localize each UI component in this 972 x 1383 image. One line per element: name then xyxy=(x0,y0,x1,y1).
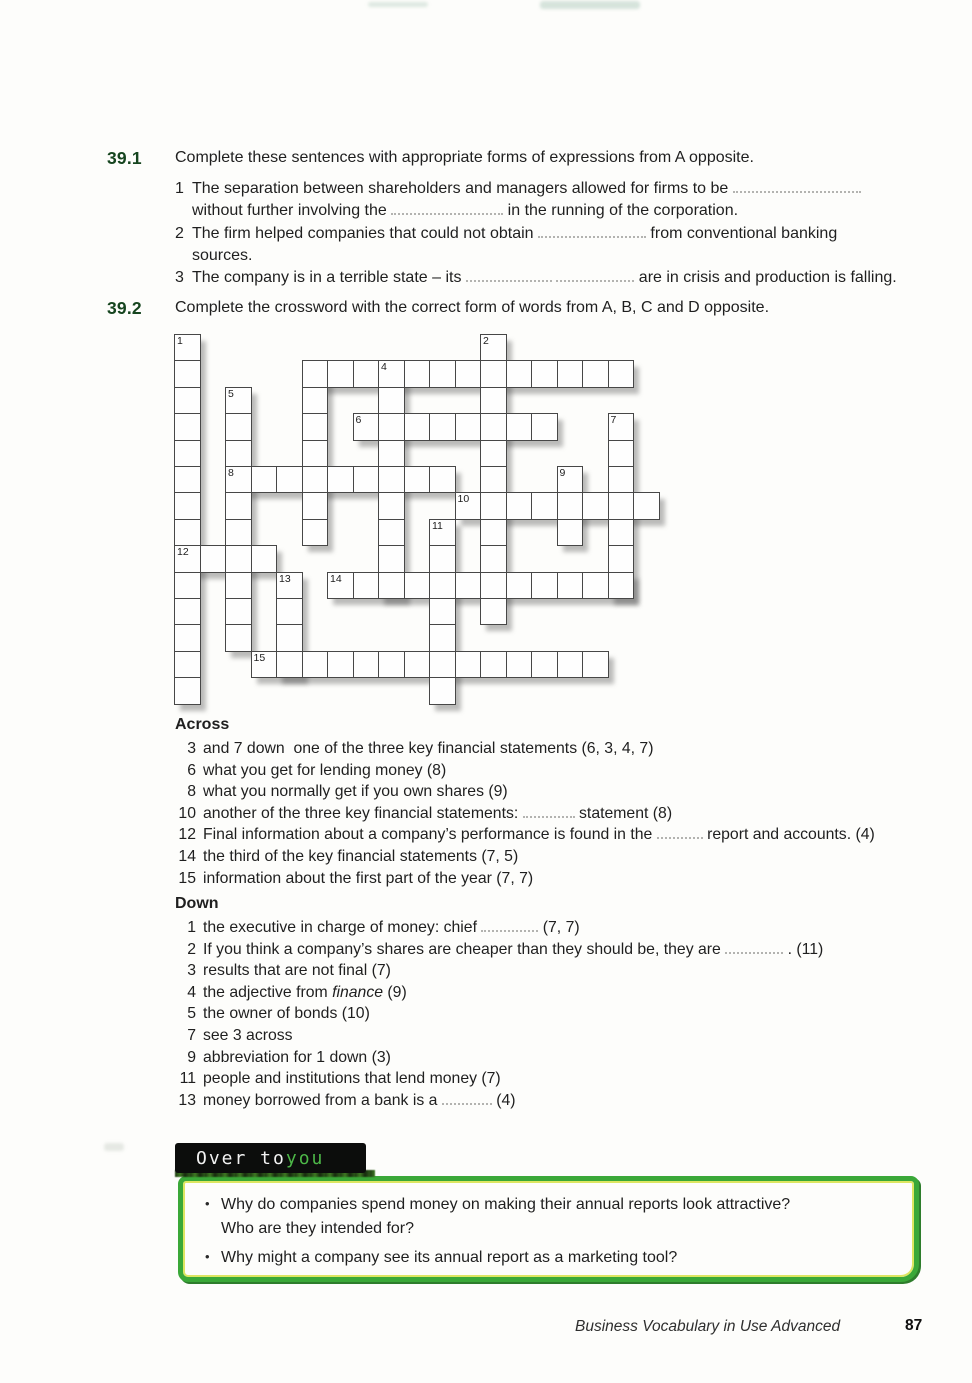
crossword-cell[interactable] xyxy=(174,387,201,414)
item-number: 3 xyxy=(187,962,196,980)
text-segment: Final information about a company’s performance is found in the xyxy=(203,826,657,844)
crossword-cell[interactable] xyxy=(276,572,303,599)
item-text xyxy=(192,267,897,289)
crossword-cell[interactable] xyxy=(174,440,201,467)
text-segment: what you get for lending money (8) xyxy=(203,761,447,779)
text-segment: without further involving the xyxy=(192,202,392,220)
crossword-grid xyxy=(174,334,674,714)
crossword-cell[interactable] xyxy=(455,492,482,519)
crossword-cell[interactable] xyxy=(353,651,380,678)
down-heading: Down xyxy=(175,895,219,912)
fill-in-blank[interactable] xyxy=(466,268,552,282)
crossword-cell[interactable] xyxy=(429,572,456,599)
item-text xyxy=(203,760,446,782)
crossword-clue-number: 9 xyxy=(559,467,566,479)
crossword-clue-number: 2 xyxy=(483,335,489,347)
text-segment: money borrowed from a bank is a xyxy=(203,1091,442,1109)
crossword-cell[interactable] xyxy=(506,492,533,519)
item-number: 1 xyxy=(175,180,184,197)
item-text xyxy=(203,960,391,982)
text-segment: another of the three key financial statements: xyxy=(203,804,523,822)
crossword-cell[interactable] xyxy=(378,572,405,599)
crossword-cell[interactable] xyxy=(302,360,329,387)
fill-in-blank[interactable] xyxy=(556,268,634,282)
across-clue-list xyxy=(175,738,875,889)
clue-row xyxy=(175,868,875,890)
crossword-cell[interactable] xyxy=(404,360,431,387)
crossword-cell[interactable] xyxy=(353,466,380,493)
clue-row xyxy=(175,960,823,982)
crossword-cell[interactable] xyxy=(557,466,584,493)
crossword-cell[interactable] xyxy=(276,466,303,493)
crossword-cell[interactable] xyxy=(608,466,635,493)
item-number: 15 xyxy=(178,869,196,887)
text-segment: statement (8) xyxy=(574,804,673,822)
crossword-cell[interactable] xyxy=(506,360,533,387)
item-number: 2 xyxy=(175,224,184,242)
discussion-bullet xyxy=(205,1246,914,1270)
crossword-cell[interactable] xyxy=(480,466,507,493)
item-number: 12 xyxy=(178,826,196,844)
item-text xyxy=(203,1003,370,1025)
crossword-clue-number: 15 xyxy=(253,651,266,664)
crossword-clue-number: 7 xyxy=(610,414,617,427)
fill-in-blank[interactable] xyxy=(538,224,646,238)
clue-row xyxy=(175,1025,823,1047)
crossword-cell[interactable] xyxy=(582,492,609,519)
crossword-clue-number: 12 xyxy=(177,546,189,559)
item-text xyxy=(203,982,407,1004)
crossword-cell[interactable] xyxy=(506,413,533,440)
footer-book-title: Business Vocabulary in Use Advanced xyxy=(575,1318,841,1335)
item-number: 9 xyxy=(187,1048,196,1066)
item-text xyxy=(203,1090,516,1112)
text-segment: If you think a company’s shares are cheaper than they should be, they are xyxy=(203,940,726,958)
sentence-item xyxy=(175,223,942,268)
clue-row xyxy=(175,803,875,825)
fill-in-blank[interactable] xyxy=(523,804,575,818)
clue-row xyxy=(175,781,875,803)
crossword-cell[interactable] xyxy=(455,413,482,440)
crossword-cell[interactable] xyxy=(378,360,405,387)
crossword-cell[interactable] xyxy=(480,492,507,519)
bullet-text: Why might a company see its annual report as a marketing tool? xyxy=(221,1249,678,1266)
item-text xyxy=(203,868,533,890)
crossword-cell[interactable] xyxy=(327,651,354,678)
crossword-cell[interactable] xyxy=(633,492,660,519)
item-number: 14 xyxy=(178,847,196,865)
item-number: 3 xyxy=(187,740,196,757)
crossword-clue-number: 14 xyxy=(330,572,342,585)
crossword-cell[interactable] xyxy=(608,360,635,387)
crossword-cell[interactable] xyxy=(302,440,329,467)
text-segment: and 7 down one of the three key financial statements (6, 3, 4, 7) xyxy=(203,740,654,757)
crossword-cell[interactable] xyxy=(225,545,252,572)
crossword-cell[interactable] xyxy=(429,413,456,440)
over-to-you-title-box xyxy=(175,1143,366,1173)
crossword-cell[interactable] xyxy=(429,651,456,678)
clue-row xyxy=(175,846,875,868)
crossword-cell[interactable] xyxy=(429,598,456,625)
crossword-cell[interactable] xyxy=(480,360,507,387)
exercise-39-1-number: 39.1 xyxy=(107,148,142,168)
fill-in-blank[interactable] xyxy=(481,918,538,932)
crossword-cell[interactable] xyxy=(608,572,635,599)
crossword-cell[interactable] xyxy=(353,413,380,440)
item-text xyxy=(203,781,508,803)
crossword-cell[interactable] xyxy=(557,572,584,599)
crossword-cell[interactable] xyxy=(174,677,201,704)
item-number: 11 xyxy=(179,1070,196,1088)
across-clues-section xyxy=(175,716,875,889)
text-segment: finance xyxy=(332,983,384,1001)
crossword-cell[interactable] xyxy=(174,360,201,387)
crossword-cell[interactable] xyxy=(225,519,252,546)
crossword-cell[interactable] xyxy=(378,492,405,519)
crossword-cell[interactable] xyxy=(582,572,609,599)
crossword-clue-number: 1 xyxy=(177,335,183,347)
crossword-cell[interactable] xyxy=(531,572,558,599)
clue-row xyxy=(175,738,875,760)
crossword-cell[interactable] xyxy=(455,572,482,599)
crossword-cell[interactable] xyxy=(302,519,329,546)
crossword-cell[interactable] xyxy=(429,624,456,651)
crossword-cell[interactable] xyxy=(404,466,431,493)
down-clue-list xyxy=(175,917,823,1111)
item-text xyxy=(203,738,653,760)
crossword-cell[interactable] xyxy=(608,413,635,440)
text-segment: report and accounts. (4) xyxy=(702,826,875,844)
item-text xyxy=(203,1068,501,1090)
clue-row xyxy=(175,939,823,961)
item-text xyxy=(203,824,875,846)
crossword-cell[interactable] xyxy=(429,519,456,546)
crossword-cell[interactable] xyxy=(455,651,482,678)
crossword-clue-number: 11 xyxy=(432,519,443,532)
scan-artifact xyxy=(540,1,640,9)
text-segment: the owner of bonds (10) xyxy=(203,1005,370,1023)
item-text xyxy=(203,917,580,939)
crossword-cell[interactable] xyxy=(225,413,252,440)
crossword-cell[interactable] xyxy=(480,440,507,467)
crossword-cell[interactable] xyxy=(327,466,354,493)
crossword-cell[interactable] xyxy=(174,598,201,625)
footer-page-number: 87 xyxy=(905,1317,923,1334)
fill-in-blank[interactable] xyxy=(733,179,861,193)
crossword-cell[interactable] xyxy=(429,677,456,704)
item-number: 3 xyxy=(175,269,184,287)
crossword-cell[interactable] xyxy=(302,492,329,519)
crossword-cell[interactable] xyxy=(557,519,584,546)
crossword-cell[interactable] xyxy=(557,651,584,678)
text-segment: what you normally get if you own shares (9) xyxy=(203,783,508,801)
crossword-cell[interactable] xyxy=(531,360,558,387)
crossword-cell[interactable] xyxy=(174,492,201,519)
fill-in-blank[interactable] xyxy=(657,825,703,839)
text-segment: information about the first part of the year (7, 7) xyxy=(203,869,534,887)
text-segment: from conventional banking xyxy=(645,224,838,242)
crossword-cell[interactable] xyxy=(429,360,456,387)
clue-row xyxy=(175,917,823,939)
crossword-cell[interactable] xyxy=(480,572,507,599)
crossword-cell[interactable] xyxy=(455,360,482,387)
crossword-cell[interactable] xyxy=(378,545,405,572)
crossword-cell[interactable] xyxy=(174,572,201,599)
crossword-cell[interactable] xyxy=(174,651,201,678)
text-segment: The company is in a terrible state – its xyxy=(192,269,466,287)
item-text xyxy=(203,1025,293,1047)
across-heading: Across xyxy=(175,716,230,733)
crossword-cell[interactable] xyxy=(174,334,201,361)
text-segment: The separation between shareholders and managers allowed for firms to be xyxy=(192,180,733,197)
item-text xyxy=(203,939,823,961)
exercise-39-1-instruction: Complete these sentences with appropriate forms of expressions from A opposite. xyxy=(175,149,754,166)
clue-row xyxy=(175,1090,823,1112)
crossword-cell[interactable] xyxy=(378,440,405,467)
crossword-cell[interactable] xyxy=(378,466,405,493)
crossword-cell[interactable] xyxy=(327,360,354,387)
text-segment: in the running of the corporation. xyxy=(503,202,739,220)
clue-row xyxy=(175,982,823,1004)
item-number: 2 xyxy=(187,940,196,958)
over-to-you-title-accent: you xyxy=(285,1147,325,1169)
crossword-cell[interactable] xyxy=(174,545,201,572)
scan-artifact xyxy=(368,2,428,7)
text-segment: the executive in charge of money: chief xyxy=(203,919,482,936)
crossword-cell[interactable] xyxy=(302,387,329,414)
crossword-cell[interactable] xyxy=(531,492,558,519)
crossword-cell[interactable] xyxy=(506,572,533,599)
crossword-cell[interactable] xyxy=(251,466,278,493)
item-text xyxy=(203,803,672,825)
bullet-text: Why do companies spend money on making their annual reports look attractive? Who are they intended for? xyxy=(221,1196,791,1237)
over-to-you-title: Over to xyxy=(196,1147,286,1169)
crossword-cell[interactable] xyxy=(582,651,609,678)
bullet-icon: • xyxy=(205,1196,210,1211)
text-segment: abbreviation for 1 down (3) xyxy=(203,1048,391,1066)
item-number: 8 xyxy=(187,783,196,801)
crossword-cell[interactable] xyxy=(174,519,201,546)
scan-artifact xyxy=(104,1143,124,1151)
text-segment: results that are not final (7) xyxy=(203,962,391,980)
item-text xyxy=(192,223,837,268)
clue-row xyxy=(175,1003,823,1025)
crossword-clue-number: 4 xyxy=(381,361,387,374)
exercise-39-2 xyxy=(107,298,942,319)
text-segment: sources. xyxy=(192,246,253,264)
crossword-cell[interactable] xyxy=(480,545,507,572)
crossword-cell[interactable] xyxy=(225,598,252,625)
crossword-clue-number: 5 xyxy=(228,387,234,400)
crossword-cell[interactable] xyxy=(480,334,507,361)
crossword-cell[interactable] xyxy=(531,651,558,678)
crossword-cell[interactable] xyxy=(506,651,533,678)
item-text xyxy=(192,178,861,223)
bullet-icon: • xyxy=(205,1249,210,1264)
crossword-cell[interactable] xyxy=(276,598,303,625)
crossword-cell[interactable] xyxy=(557,492,584,519)
item-number: 10 xyxy=(178,804,196,822)
crossword-cell[interactable] xyxy=(353,572,380,599)
crossword-cell[interactable] xyxy=(480,598,507,625)
crossword-clue-number: 8 xyxy=(228,467,234,479)
item-number: 4 xyxy=(187,983,196,1001)
crossword-cell[interactable] xyxy=(608,545,635,572)
text-segment: the third of the key financial statements (7, 5) xyxy=(203,847,519,865)
exercise-39-2-instruction: Complete the crossword with the correct form of words from A, B, C and D opposite. xyxy=(175,299,770,316)
crossword-cell[interactable] xyxy=(404,413,431,440)
crossword-cell[interactable] xyxy=(225,440,252,467)
crossword-cell[interactable] xyxy=(378,651,405,678)
item-text xyxy=(203,1047,391,1069)
clue-row xyxy=(175,1047,823,1069)
text-segment: (7, 7) xyxy=(538,919,580,936)
text-segment: the adjective from xyxy=(203,983,333,1001)
crossword-cell[interactable] xyxy=(174,624,201,651)
item-number: 13 xyxy=(178,1091,196,1109)
crossword-cell[interactable] xyxy=(480,519,507,546)
crossword-cell[interactable] xyxy=(608,519,635,546)
crossword-cell[interactable] xyxy=(276,624,303,651)
discussion-bullet xyxy=(205,1193,914,1241)
crossword-cell[interactable] xyxy=(225,624,252,651)
text-segment: see 3 across xyxy=(203,1026,293,1044)
exercise-39-2-number: 39.2 xyxy=(107,298,142,318)
text-segment: people and institutions that lend money (7) xyxy=(203,1070,501,1088)
text-segment: are in crisis and production is falling. xyxy=(634,269,897,287)
crossword-cell[interactable] xyxy=(429,466,456,493)
crossword-cell[interactable] xyxy=(327,572,354,599)
exercise-39-1-items xyxy=(175,178,942,289)
fill-in-blank[interactable] xyxy=(442,1091,492,1105)
crossword-cell[interactable] xyxy=(302,466,329,493)
sentence-item xyxy=(175,178,942,223)
over-to-you-panel xyxy=(178,1176,919,1282)
crossword-cell[interactable] xyxy=(302,413,329,440)
crossword-cell[interactable] xyxy=(225,572,252,599)
crossword-cell[interactable] xyxy=(225,387,252,414)
crossword-cell[interactable] xyxy=(225,492,252,519)
exercise-39-1 xyxy=(107,148,942,289)
crossword-cell[interactable] xyxy=(557,360,584,387)
crossword-cell[interactable] xyxy=(608,440,635,467)
crossword-cell[interactable] xyxy=(480,651,507,678)
text-segment: (9) xyxy=(383,983,407,1001)
fill-in-blank[interactable] xyxy=(725,940,783,954)
crossword-cell[interactable] xyxy=(302,651,329,678)
clue-row xyxy=(175,824,875,846)
text-segment: (4) xyxy=(491,1091,516,1109)
crossword-clue-number: 6 xyxy=(355,414,362,427)
crossword-cell[interactable] xyxy=(225,466,252,493)
crossword-cell[interactable] xyxy=(276,651,303,678)
text-segment: The firm helped companies that could not obtain xyxy=(192,224,538,242)
item-number: 1 xyxy=(187,919,196,936)
crossword-cell[interactable] xyxy=(251,545,278,572)
text-segment: . (11) xyxy=(783,940,824,958)
crossword-cell[interactable] xyxy=(404,651,431,678)
down-clues-section xyxy=(175,895,823,1111)
clue-row xyxy=(175,1068,823,1090)
crossword-cell[interactable] xyxy=(378,413,405,440)
item-number: 6 xyxy=(187,761,196,779)
crossword-clue-number: 10 xyxy=(457,493,470,506)
crossword-cell[interactable] xyxy=(608,492,635,519)
fill-in-blank[interactable] xyxy=(391,201,503,215)
item-number: 5 xyxy=(187,1005,196,1023)
crossword-cell[interactable] xyxy=(531,413,558,440)
clue-row xyxy=(175,760,875,782)
crossword-cell[interactable] xyxy=(404,572,431,599)
crossword-cell[interactable] xyxy=(429,545,456,572)
crossword-cell[interactable] xyxy=(480,413,507,440)
crossword-cell[interactable] xyxy=(251,651,278,678)
crossword-cell[interactable] xyxy=(174,413,201,440)
sentence-item xyxy=(175,267,942,289)
crossword-cell[interactable] xyxy=(200,545,227,572)
crossword-clue-number: 13 xyxy=(279,572,291,585)
crossword-cell[interactable] xyxy=(353,360,380,387)
crossword-cell[interactable] xyxy=(378,387,405,414)
item-number: 7 xyxy=(187,1026,196,1044)
crossword-cell[interactable] xyxy=(378,519,405,546)
crossword-cell[interactable] xyxy=(174,466,201,493)
item-text xyxy=(203,846,518,868)
crossword-cell[interactable] xyxy=(480,387,507,414)
crossword-cell[interactable] xyxy=(582,360,609,387)
over-to-you-bullets xyxy=(205,1193,914,1270)
